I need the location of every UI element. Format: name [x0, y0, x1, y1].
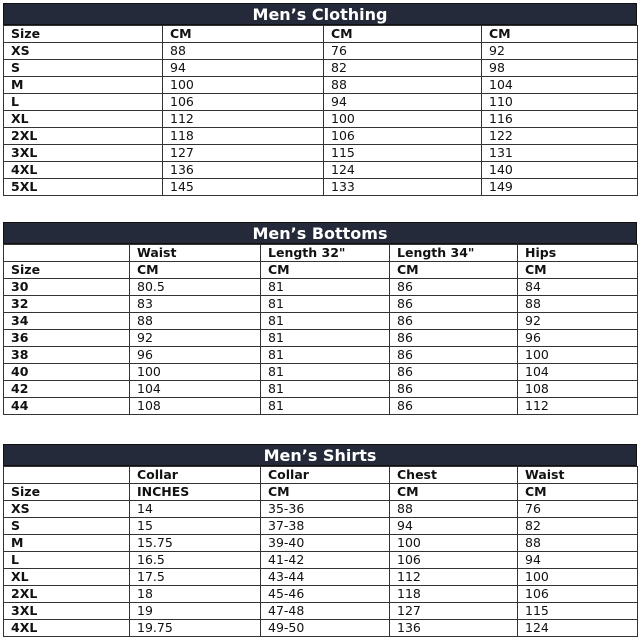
table-row — [4, 535, 638, 552]
value-cell: 131 — [482, 145, 638, 162]
size-cell: Size — [4, 262, 130, 279]
value-cell: 88 — [130, 313, 261, 330]
table-row — [4, 330, 638, 347]
value-cell: CM — [261, 262, 390, 279]
size-cell: 3XL — [4, 603, 130, 620]
value-cell: 86 — [390, 313, 518, 330]
value-cell: 118 — [390, 586, 518, 603]
value-cell: 94 — [518, 552, 638, 569]
size-cell: 34 — [4, 313, 130, 330]
size-cell: XL — [4, 569, 130, 586]
value-cell: 86 — [390, 330, 518, 347]
size-cell: 4XL — [4, 162, 163, 179]
value-cell: 41-42 — [261, 552, 390, 569]
table-row — [4, 162, 638, 179]
value-cell: CM — [163, 26, 324, 43]
value-cell: 96 — [518, 330, 638, 347]
size-cell: 40 — [4, 364, 130, 381]
table-row — [4, 111, 638, 128]
value-cell: 115 — [324, 145, 482, 162]
value-cell: 100 — [518, 569, 638, 586]
value-cell: 106 — [324, 128, 482, 145]
clothing-table — [3, 25, 638, 196]
size-cell: M — [4, 535, 130, 552]
value-cell: 124 — [324, 162, 482, 179]
table-row — [4, 552, 638, 569]
value-cell: 108 — [518, 381, 638, 398]
value-cell: 122 — [482, 128, 638, 145]
table-row — [4, 620, 638, 637]
value-cell: Length 32" — [261, 245, 390, 262]
value-cell: 82 — [324, 60, 482, 77]
size-cell: 44 — [4, 398, 130, 415]
header-row — [4, 262, 638, 279]
value-cell: 88 — [518, 535, 638, 552]
table-row — [4, 347, 638, 364]
value-cell: 81 — [261, 364, 390, 381]
value-cell: 106 — [163, 94, 324, 111]
header-row — [4, 467, 638, 484]
size-cell: 4XL — [4, 620, 130, 637]
value-cell: 86 — [390, 398, 518, 415]
size-cell: S — [4, 60, 163, 77]
value-cell: 88 — [390, 501, 518, 518]
header-row — [4, 484, 638, 501]
table-row — [4, 60, 638, 77]
value-cell: 127 — [163, 145, 324, 162]
value-cell: 127 — [390, 603, 518, 620]
table-row — [4, 296, 638, 313]
table-row — [4, 398, 638, 415]
value-cell: 80.5 — [130, 279, 261, 296]
value-cell: 118 — [163, 128, 324, 145]
value-cell: CM — [482, 26, 638, 43]
value-cell: 112 — [390, 569, 518, 586]
size-cell: 2XL — [4, 128, 163, 145]
value-cell: 115 — [518, 603, 638, 620]
value-cell: 17.5 — [130, 569, 261, 586]
value-cell: 76 — [518, 501, 638, 518]
value-cell: 81 — [261, 313, 390, 330]
value-cell: 92 — [130, 330, 261, 347]
value-cell: 100 — [130, 364, 261, 381]
table-row — [4, 364, 638, 381]
size-cell — [4, 245, 130, 262]
table-row — [4, 586, 638, 603]
header-row — [4, 26, 638, 43]
value-cell: 94 — [324, 94, 482, 111]
table-row — [4, 501, 638, 518]
value-cell: CM — [390, 262, 518, 279]
value-cell: 112 — [518, 398, 638, 415]
value-cell: 15.75 — [130, 535, 261, 552]
value-cell: 49-50 — [261, 620, 390, 637]
clothing-section — [3, 3, 637, 196]
value-cell: 145 — [163, 179, 324, 196]
bottoms-title: Men’s Bottoms — [3, 222, 637, 244]
value-cell: 81 — [261, 279, 390, 296]
value-cell: 15 — [130, 518, 261, 535]
value-cell: Length 34" — [390, 245, 518, 262]
value-cell: 83 — [130, 296, 261, 313]
value-cell: 16.5 — [130, 552, 261, 569]
value-cell: 88 — [324, 77, 482, 94]
value-cell: 110 — [482, 94, 638, 111]
value-cell: 112 — [163, 111, 324, 128]
value-cell: CM — [518, 262, 638, 279]
value-cell: 88 — [518, 296, 638, 313]
value-cell: 81 — [261, 381, 390, 398]
table-row — [4, 381, 638, 398]
table-row — [4, 603, 638, 620]
value-cell: 81 — [261, 398, 390, 415]
size-cell: L — [4, 94, 163, 111]
value-cell: 106 — [390, 552, 518, 569]
value-cell: 19 — [130, 603, 261, 620]
value-cell: 149 — [482, 179, 638, 196]
value-cell: Waist — [518, 467, 638, 484]
clothing-title: Men’s Clothing — [3, 3, 637, 25]
value-cell: CM — [261, 484, 390, 501]
size-cell: 5XL — [4, 179, 163, 196]
value-cell: 88 — [163, 43, 324, 60]
value-cell: 86 — [390, 347, 518, 364]
value-cell: 136 — [390, 620, 518, 637]
size-cell: 36 — [4, 330, 130, 347]
size-cell: Size — [4, 484, 130, 501]
value-cell: 35-36 — [261, 501, 390, 518]
value-cell: 18 — [130, 586, 261, 603]
value-cell: 100 — [163, 77, 324, 94]
size-cell: 30 — [4, 279, 130, 296]
value-cell: 100 — [390, 535, 518, 552]
value-cell: 39-40 — [261, 535, 390, 552]
value-cell: 86 — [390, 364, 518, 381]
value-cell: Chest — [390, 467, 518, 484]
size-cell: Size — [4, 26, 163, 43]
value-cell: 124 — [518, 620, 638, 637]
header-row — [4, 245, 638, 262]
value-cell: 116 — [482, 111, 638, 128]
size-cell: XS — [4, 501, 130, 518]
value-cell: 98 — [482, 60, 638, 77]
size-cell — [4, 467, 130, 484]
value-cell: 84 — [518, 279, 638, 296]
value-cell: 96 — [130, 347, 261, 364]
value-cell: CM — [518, 484, 638, 501]
size-cell: 3XL — [4, 145, 163, 162]
value-cell: Collar — [261, 467, 390, 484]
size-cell: 2XL — [4, 586, 130, 603]
value-cell: 45-46 — [261, 586, 390, 603]
value-cell: CM — [324, 26, 482, 43]
value-cell: 81 — [261, 296, 390, 313]
value-cell: 82 — [518, 518, 638, 535]
value-cell: 94 — [163, 60, 324, 77]
value-cell: CM — [390, 484, 518, 501]
value-cell: 108 — [130, 398, 261, 415]
size-cell: XL — [4, 111, 163, 128]
value-cell: 81 — [261, 347, 390, 364]
table-row — [4, 128, 638, 145]
value-cell: 136 — [163, 162, 324, 179]
shirts-table — [3, 466, 638, 637]
value-cell: 14 — [130, 501, 261, 518]
value-cell: 140 — [482, 162, 638, 179]
table-row — [4, 569, 638, 586]
bottoms-section — [3, 222, 637, 415]
value-cell: 104 — [130, 381, 261, 398]
value-cell: 47-48 — [261, 603, 390, 620]
size-cell: 32 — [4, 296, 130, 313]
table-row — [4, 43, 638, 60]
value-cell: Hips — [518, 245, 638, 262]
value-cell: 94 — [390, 518, 518, 535]
value-cell: Waist — [130, 245, 261, 262]
table-row — [4, 179, 638, 196]
value-cell: INCHES — [130, 484, 261, 501]
table-row — [4, 279, 638, 296]
table-row — [4, 518, 638, 535]
value-cell: 86 — [390, 296, 518, 313]
size-cell: S — [4, 518, 130, 535]
value-cell: 100 — [324, 111, 482, 128]
table-row — [4, 77, 638, 94]
shirts-section — [3, 444, 637, 637]
value-cell: 106 — [518, 586, 638, 603]
value-cell: 104 — [518, 364, 638, 381]
value-cell: 43-44 — [261, 569, 390, 586]
value-cell: 76 — [324, 43, 482, 60]
table-row — [4, 145, 638, 162]
value-cell: Collar — [130, 467, 261, 484]
table-row — [4, 313, 638, 330]
table-row — [4, 94, 638, 111]
value-cell: 86 — [390, 381, 518, 398]
value-cell: 133 — [324, 179, 482, 196]
value-cell: 104 — [482, 77, 638, 94]
value-cell: 92 — [518, 313, 638, 330]
value-cell: 37-38 — [261, 518, 390, 535]
size-cell: L — [4, 552, 130, 569]
value-cell: 100 — [518, 347, 638, 364]
shirts-title: Men’s Shirts — [3, 444, 637, 466]
size-cell: XS — [4, 43, 163, 60]
value-cell: CM — [130, 262, 261, 279]
value-cell: 19.75 — [130, 620, 261, 637]
value-cell: 81 — [261, 330, 390, 347]
size-cell: M — [4, 77, 163, 94]
size-cell: 38 — [4, 347, 130, 364]
value-cell: 92 — [482, 43, 638, 60]
size-cell: 42 — [4, 381, 130, 398]
bottoms-table — [3, 244, 638, 415]
value-cell: 86 — [390, 279, 518, 296]
